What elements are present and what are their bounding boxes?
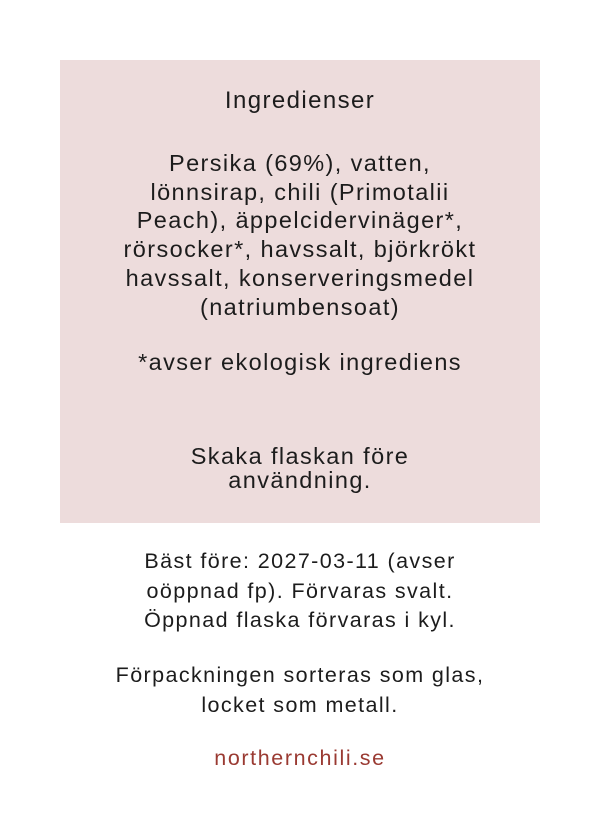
shake-instruction [80, 444, 520, 492]
storage-line: Öppnad flaska förvaras i kyl. [144, 608, 456, 632]
recycling-line: Förpackningen sorteras som glas, [115, 663, 485, 687]
storage-line: Bäst före: 2027-03-11 (avser [144, 549, 456, 573]
ingredients-title: Ingredienser [224, 87, 376, 114]
ingredients-line: rörsocker*, havssalt, björkrökt [123, 236, 477, 263]
storage-line: oöppnad fp). Förvaras svalt. [146, 578, 454, 603]
ingredients-line: Persika (69%), vatten, [169, 150, 431, 176]
website-link[interactable]: northernchili.se [214, 746, 386, 770]
shake-line: användning. [228, 467, 372, 493]
ingredients-line: Peach), äppelcidervinäger*, [136, 207, 464, 234]
recycling-line: locket som metall. [201, 693, 399, 717]
ingredients-line: (natriumbensoat) [199, 293, 401, 320]
ingredients-line: lönnsirap, chili (Primotalii [150, 178, 450, 205]
recycling-info [0, 660, 600, 720]
organic-note: *avser ekologisk ingrediens [138, 349, 462, 375]
ingredients-panel [60, 60, 540, 523]
shake-line: Skaka flaskan före [190, 443, 410, 469]
ingredients-line: havssalt, konserveringsmedel [125, 264, 475, 291]
ingredients-list [80, 149, 520, 321]
storage-info [0, 547, 600, 636]
